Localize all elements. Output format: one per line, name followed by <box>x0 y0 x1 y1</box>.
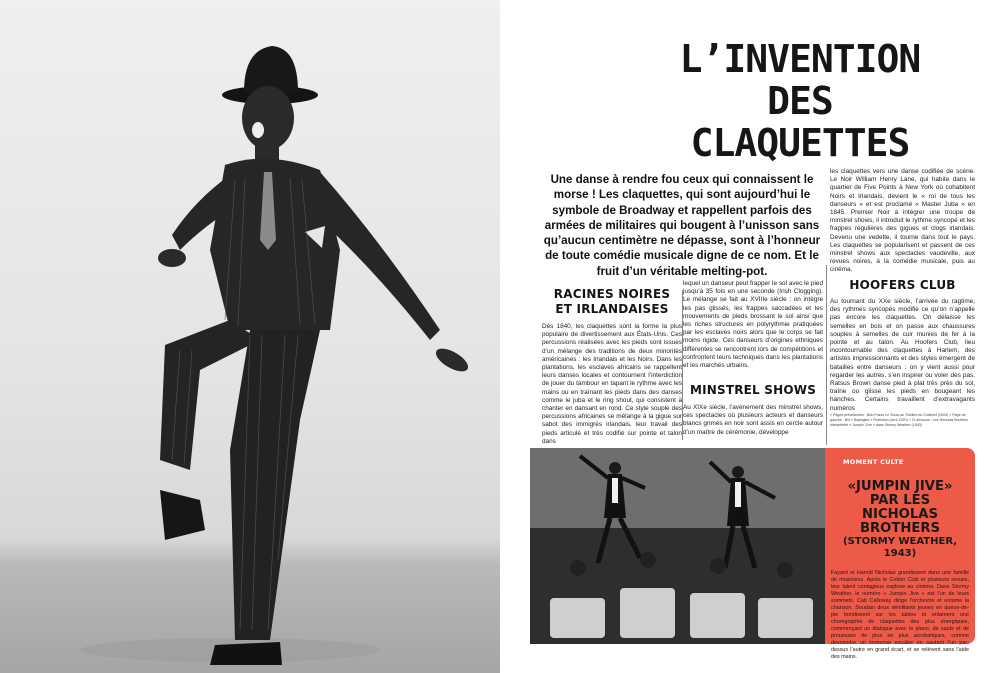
headline-line-2: DES <box>767 79 833 123</box>
paragraph-racines: Dès 1840, les claquettes sont la forme la plus populaire de divertissement aux États-Unis. Ces percussions réalisées avec les pieds sont issues d’un mélange des traditions de deux minorités américaines : les Irlandais et les Noirs. Dans les plantations, les esclaves africains se rappellent leurs danses locales et contournent l’interdiction de jouer du tambour en tapant le rythme avec les mains ou en traînant les pieds dans des danses comme le juba et le ring shout, qui consistent à chanter en dansant en rond. Ce style souple des percussions africaines se mélange à la gigue sur sabot des immigrés irlandais, leur travail des pieds articulé et très codifié sur pointe et talon dans <box>542 323 682 445</box>
headline-line-1: L’INVENTION <box>679 37 921 81</box>
headline <box>650 38 950 164</box>
moment-title-line-3: BROTHERS <box>859 521 941 536</box>
moment-title-line-4: (STORMY WEATHER, 1943) <box>843 536 957 559</box>
film-still-illustration <box>530 448 827 644</box>
paragraph-col3: les claquettes vers une danse codifiée de scène. Le Noir William Henry Lane, qui habite dans le quartier de Five Points à New York où cohabitent Noirs et Irlandais, devient le « roi de tous les danseurs » et est proclamé « Master Juba » en 1845. Premier Noir à intégrer une troupe de minstrel shows, il introduit le rythme syncopé et les frappes régulières des gigues et clogs irlandais. Devenu une vedette, il tourne dans tout le pays. Les claquettes se popularisent et passent de ces minstrel shows aux spectacles vaudeville, aux revues noires, à la comédie musicale, puis au cinéma. <box>830 168 975 274</box>
paragraph-hoofers: Au tournant du XXe siècle, l’arrivée du ragtime, des rythmes syncopés modifie ce qu’on n’appelle pas encore les claquettes. On délaisse les semelles en bois et on passe aux chaussures souples à semelles de cuir munies de fer à la pointe et au talon. Au Hoofers Club, lieu incontournable des claquettes à Harlem, des artistes impressionnants et des styles émergent de batailles entre danseurs : on y vient aussi pour regarder les autres, s’en inspirer ou voler des pas. Ratsus Brown danse pied à plat très près du sol, traîne ou glisse les pieds en bougeant les hanches. Certains travaillent d’extravagants numéros <box>830 298 975 412</box>
column-two <box>683 280 823 370</box>
paragraph-minstrel: Au XIXe siècle, l’avènement des minstrel shows, ces spectacles où plusieurs acteurs et danseurs blancs grimés en noir sont assis en cercle autour d’un maître de cérémonie, développe <box>683 404 823 436</box>
column-racines <box>542 323 682 446</box>
column-three <box>830 168 975 275</box>
lead-paragraph: Une danse à rendre fou ceux qui connaissent le morse ! Les claquettes, qui sont aujourd’hui le symbole de Broadway et rappellent parfois des armées de militaires qui bougent à l’unisson sans qu’aucun centimètre ne dépasse, sont à l’honneur de toute comédie musicale digne de ce nom. Et le fruit d’un véritable melting-pot. <box>543 173 821 278</box>
moment-tag: MOMENT CULTE <box>843 458 904 466</box>
moment-culte-box <box>825 448 975 660</box>
section-title-racines <box>542 287 682 317</box>
section-title-minstrel: MINSTREL SHOWS <box>689 383 817 397</box>
section-title-racines-line-2: ET IRLANDAISES <box>555 302 669 316</box>
photo-credits: « Pages précédentes : Bob Fosse Le Show au Théâtre du Châtelet (2004) « Page de gauche : Bill « Bojangles » Robinson (vers 1920) « Ci-dessous : Les Nicholas Brothers interprètent « Jumpin’ Jive » dans Stormy Weather (1943) <box>830 413 968 427</box>
headline-line-3: CLAQUETTES <box>690 121 910 165</box>
section-title-racines-line-1: RACINES NOIRES <box>553 287 671 301</box>
moment-title-line-1: «JUMPIN JIVE» <box>847 479 953 494</box>
column-divider <box>682 290 683 440</box>
article-page <box>500 0 1000 673</box>
column-hoofers <box>830 298 975 413</box>
paragraph-col2: lequel un danseur peut frapper le sol avec le pied jusqu’à 35 fois en une seconde (Irish Clogging). Le mélange se fait au XVIIIe siècle : on intègre les pas glissés, les frappes saccadées et les mouvements de pieds brossant le sol ainsi que les riches structures en polyrythmie pratiquées par les esclaves noirs alors que le corps se fait moins rigide. Ces danseurs d’origines ethniques différentes se rencontrent lors de compétitions et confrontent leurs techniques dans les plantations et les marchés urbains. <box>683 280 823 370</box>
moment-title <box>831 480 969 560</box>
column-divider <box>826 265 827 445</box>
moment-text: Fayard et Harold Nicholas grandissent dans une famille de musiciens. Après le Cotton Club et plusieurs revues, leur talent contagieux explose au cinéma. Dans Stormy Weather, le numéro « Jumpin Jive » est l’un de leurs sommets. Cab Calloway dirige l’orchestre et entame la chanson. Soudain deux sémillants jeunes en queue-de-pie bondissent sur les tables et entament une chorégraphie de claquettes des plus énergiques, commençant un dialogue avec le piano, de sauts et de prouesses de plus en plus acrobatiques, comme descendre un immense escalier en sautant l’un par-dessus l’autre en grand écart, et se relèvent sans l’aide des mains. <box>831 570 969 660</box>
column-minstrel <box>683 404 823 437</box>
section-title-hoofers: HOOFERS CLUB <box>849 278 956 292</box>
nicholas-brothers-photo <box>530 448 827 644</box>
moment-title-line-2: PAR LES NICHOLAS <box>862 493 938 522</box>
